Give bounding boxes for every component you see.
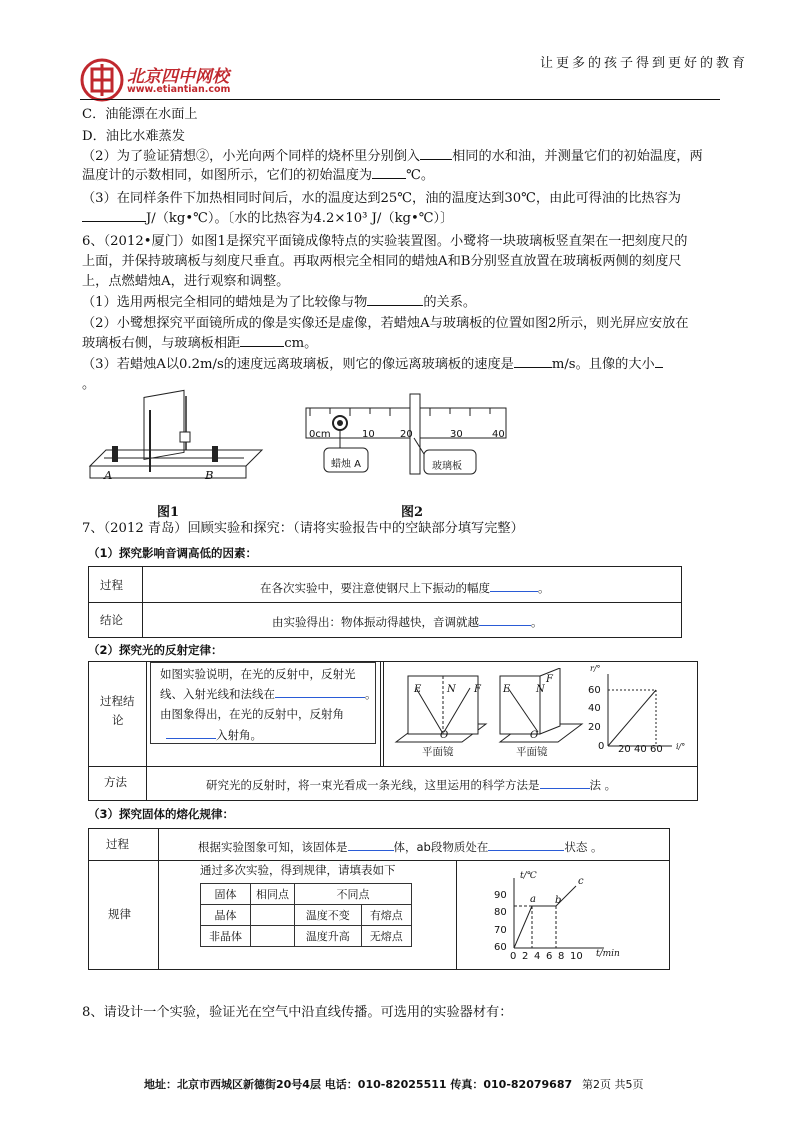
table-cell-blank[interactable]: [251, 926, 295, 947]
reflection-label-o2: O: [530, 730, 539, 741]
section3-row2-head: 规律: [108, 907, 131, 921]
reflection-graph-ylabel: r/°: [590, 664, 601, 673]
melting-ytick-80: 80: [494, 907, 507, 918]
section2-row1-head-a: 过程结: [100, 694, 135, 708]
table-row: [201, 926, 412, 947]
q2-line1-post: 相同的水和油，并测量它们的初始温度，两: [452, 149, 703, 164]
section1-blank1[interactable]: [490, 580, 538, 592]
q6-sub1-pre: （1）选用两根完全相同的蜡烛是为了比较像与物: [82, 295, 368, 310]
table-cell: 温度升高: [295, 926, 362, 947]
figure1-label-b: B: [205, 468, 214, 482]
table-head-diff: 不同点: [295, 884, 412, 905]
reflection-graph-ytick-20: 20: [588, 722, 601, 733]
section2-text3: 由图象得出，在光的反射中，反射角: [160, 707, 344, 721]
section1-row2-pre: 由实验得出：物体振动得越快，音调就越: [272, 615, 479, 629]
melting-ytick-60: 60: [494, 942, 507, 953]
section3-blank1[interactable]: [348, 839, 394, 851]
reflection-label-e1: E: [414, 684, 422, 695]
reflection-graph-xlabel: i/°: [676, 742, 686, 751]
section1-title: （1）探究影响音调高低的因素：: [88, 546, 257, 560]
reflection-label-n2: N: [536, 684, 545, 695]
q6-line1: 6、（2012•厦门）如图1是探究平面镜成像特点的实验装置图。小鹭将一块玻璃板竖直架在一把刻度尺的: [82, 234, 688, 249]
section1-row1-head: 过程: [100, 578, 123, 592]
q6-sub2-post: cm。: [284, 336, 318, 351]
section2-blank3[interactable]: [540, 777, 590, 789]
reflection-label-f2: F: [546, 674, 553, 685]
logo-text: 北京四中网校: [127, 67, 229, 87]
section1-row2-head: 结论: [100, 613, 123, 627]
q6-blank1[interactable]: [367, 292, 423, 306]
section1-row2-post: 。: [531, 615, 543, 629]
q6-sub2-line1: （2）小鹭想探究平面镜所成的像是实像还是虚像，若蜡烛A与玻璃板的位置如图2所示，则光屏应安放在: [82, 316, 689, 331]
q6-sub2-line2: [82, 333, 722, 354]
footer-text: 地址：北京市西城区新德街20号4层 电话：010-82025511 传真：010-82079687: [144, 1078, 573, 1091]
ruler-tick-10: 10: [362, 429, 375, 440]
melting-xtick-0: 0: [510, 951, 517, 962]
q6-line2: 上面，并保持玻璃板与刻度尺垂直。再取两根完全相同的蜡烛A和B分别竖直放置在玻璃板两侧的刻度尺: [82, 254, 682, 269]
section3-row1-head: 过程: [106, 837, 129, 851]
melting-graph: [508, 868, 608, 960]
figure2-diagram: [300, 390, 520, 490]
melting-ytick-90: 90: [494, 890, 507, 901]
option-c: C．油能漂在水面上: [82, 107, 198, 122]
q6-blank2[interactable]: [240, 333, 284, 347]
section3-row2-intro: 通过多次实验，得到规律，请填表如下: [200, 863, 396, 877]
figure2-caption: 图2: [401, 505, 424, 520]
q3-line2-post: J/（kg•℃）。〔水的比热容为4.2×10³ J/（kg•℃）〕: [146, 211, 454, 226]
section1-row1-text: [260, 580, 550, 596]
section2-row1-head-b: 论: [112, 713, 124, 727]
melting-xtick-4: 4: [534, 951, 541, 962]
q2-line1: [82, 146, 722, 167]
logo-emblem-icon: [80, 58, 124, 102]
option-d: D．油比水难蒸发: [82, 129, 185, 144]
q6-sub3-pre: （3）若蜡烛A以0.2m/s的速度远离玻璃板，则它的像远离玻璃板的速度是: [82, 357, 514, 372]
melting-xtick-8: 8: [558, 951, 565, 962]
table-header-row: [201, 884, 412, 905]
figure1-label-a: A: [104, 468, 113, 482]
table-head-solid: 固体: [201, 884, 251, 905]
section3-blank2[interactable]: [488, 839, 564, 851]
footer-page: 第2页 共5页: [581, 1078, 644, 1091]
section2-title: （2）探究光的反射定律：: [88, 643, 223, 657]
reflection-label-f1: F: [474, 684, 481, 695]
section1-row1-pre: 在各次实验中，要注意使钢尺上下振动的幅度: [260, 581, 490, 595]
section2-row2-text: [206, 777, 616, 793]
melting-xtick-6: 6: [546, 951, 553, 962]
table-head-same: 相同点: [251, 884, 295, 905]
table-cell: 有熔点: [361, 905, 411, 926]
section3-row1-text: [198, 839, 603, 855]
q2-line2-pre: 温度计的示数相同，如图所示，它们的初始温度为: [82, 168, 373, 183]
section3-title: （3）探究固体的熔化规律：: [88, 807, 235, 821]
mirror-label-1: 平面镜: [422, 746, 454, 758]
q6-blank3[interactable]: [514, 354, 552, 368]
figure1-caption: 图1: [157, 505, 180, 520]
ruler-tick-40: 40: [492, 429, 505, 440]
mirror-label-2: 平面镜: [516, 746, 548, 758]
section2-row2-head: 方法: [104, 775, 127, 789]
section1-blank2[interactable]: [479, 614, 531, 626]
logo-url: www.etiantian.com: [127, 84, 231, 95]
section2-text4-label: 入射角。: [216, 728, 262, 742]
q2-line2: [82, 165, 722, 186]
header-rule: [80, 99, 720, 100]
section2-text2-end: 。: [365, 687, 377, 701]
melting-ytick-70: 70: [494, 925, 507, 936]
table-cell: 无熔点: [361, 926, 411, 947]
q6-sub3: [82, 354, 722, 375]
reflection-graph-xtick-60: 60: [650, 744, 663, 755]
table-cell: 晶体: [201, 905, 251, 926]
q7-title: 7、（2012 青岛）回顾实验和探究：（请将实验报告中的空缺部分填写完整）: [82, 521, 524, 536]
table-cell: 温度不变: [295, 905, 362, 926]
table-cell: 非晶体: [201, 926, 251, 947]
melting-point-c: c: [578, 876, 584, 887]
reflection-graph-ytick-60: 60: [588, 685, 601, 696]
section2-blank1[interactable]: [275, 686, 365, 698]
section3-row1-mid: 体，ab段物质处在: [393, 840, 489, 854]
q2-blank2[interactable]: [372, 165, 406, 179]
section2-text4: [166, 727, 262, 743]
q3-line1: （3）在同样条件下加热相同时间后，水的温度达到25℃，油的温度达到30℃，由此可得油的比热容为: [82, 191, 681, 206]
melting-xtick-10: 10: [570, 951, 583, 962]
candle-label: 蜡烛 A: [331, 459, 362, 470]
q8-text: 8、请设计一个实验，验证光在空气中沿直线传播。可选用的实验器材有：: [82, 1005, 513, 1020]
section2-text1: 如图实验说明，在光的反射中，反射光: [160, 667, 356, 681]
logo: [80, 58, 260, 102]
q3-blank[interactable]: [82, 208, 146, 222]
section3-row1-post: 状态 。: [564, 840, 603, 854]
section2-blank2[interactable]: [166, 727, 216, 739]
reflection-graph-xtick-40: 40: [634, 744, 647, 755]
section3-row1-pre: 根据实验图象可知，该固体是: [198, 840, 348, 854]
melting-rule-table: [200, 883, 412, 947]
q6-sub3-end: 。: [82, 377, 96, 392]
section1-row2-text: [272, 614, 543, 630]
section2-row2-post: 法 。: [589, 778, 617, 792]
q2-line1-pre: （2）为了验证猜想②，小光向两个同样的烧杯里分别倒入: [82, 149, 421, 164]
reflection-label-o1: O: [440, 730, 449, 741]
ruler-tick-20: 20: [400, 429, 413, 440]
q3-line2: [82, 208, 722, 229]
section2-text2: [160, 686, 377, 702]
ruler-tick-30: 30: [450, 429, 463, 440]
melting-xtick-2: 2: [522, 951, 529, 962]
q6-line3: 上，点燃蜡烛A，进行观察和调整。: [82, 274, 290, 289]
ruler-tick-0: 0cm: [309, 429, 331, 440]
section2-text2-pre: 线、入射光线和法线在: [160, 687, 275, 701]
q6-sub3-post: m/s。且像的大小: [551, 357, 655, 372]
reflection-diagram: [390, 668, 590, 760]
q6-sub1-post: 的关系。: [423, 295, 477, 310]
q2-blank1[interactable]: [420, 146, 452, 160]
table-row: [201, 905, 412, 926]
reflection-label-n1: N: [447, 684, 456, 695]
q6-blank4[interactable]: [655, 354, 663, 368]
melting-point-a: a: [530, 894, 536, 905]
table-cell-blank[interactable]: [251, 905, 295, 926]
q6-sub1: [82, 292, 722, 313]
section1-row1-post: 。: [538, 581, 550, 595]
reflection-label-e2: E: [503, 684, 511, 695]
q2-line2-post: ℃。: [406, 168, 435, 183]
footer-address: [144, 1076, 643, 1092]
melting-point-b: b: [555, 895, 562, 906]
header-slogan: 让更多的孩子得到更好的教育: [540, 56, 749, 71]
reflection-graph-ytick-0: 0: [598, 741, 605, 752]
glass-label: 玻璃板: [432, 461, 462, 472]
q6-sub2-pre: 玻璃板右侧，与玻璃板相距: [82, 336, 241, 351]
section2-row2-pre: 研究光的反射时，将一束光看成一条光线，这里运用的科学方法是: [206, 778, 540, 792]
reflection-graph-xtick-20: 20: [618, 744, 631, 755]
melting-graph-ylabel: t/℃: [520, 871, 537, 881]
melting-graph-xlabel: t/min: [596, 949, 620, 959]
reflection-graph-ytick-40: 40: [588, 703, 601, 714]
